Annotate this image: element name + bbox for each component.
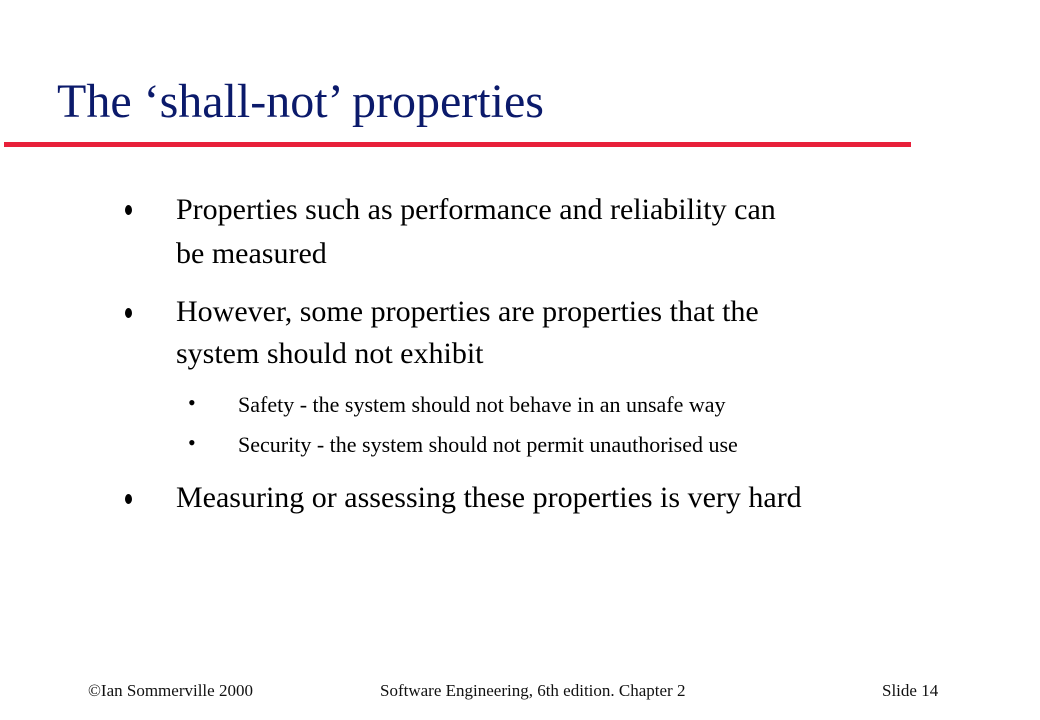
bullet-text-line: Properties such as performance and reliability can xyxy=(176,193,776,226)
bullet-text-line: be measured xyxy=(176,237,327,270)
sub-bullet-dot-icon: • xyxy=(188,430,196,455)
bullet-text-line: Measuring or assessing these properties is very hard xyxy=(176,481,802,514)
sub-bullet-text: Safety - the system should not behave in an unsafe way xyxy=(238,392,726,417)
bullet-text-line: system should not exhibit xyxy=(176,337,484,370)
footer-slide-number: Slide 14 xyxy=(882,681,939,700)
slide-title: The ‘shall-not’ properties xyxy=(57,75,544,128)
bullet-text-line: However, some properties are properties that the xyxy=(176,295,759,328)
title-underline xyxy=(4,142,911,147)
sub-bullet-text: Security - the system should not permit unauthorised use xyxy=(238,432,738,457)
bullet-dot-icon xyxy=(124,205,134,217)
footer-copyright: ©Ian Sommerville 2000 xyxy=(88,681,253,700)
footer-book-title: Software Engineering, 6th edition. Chapter 2 xyxy=(380,681,686,700)
bullet-dot-icon xyxy=(124,494,134,506)
bullet-dot-icon xyxy=(124,308,134,320)
sub-bullet-dot-icon: • xyxy=(188,390,196,415)
